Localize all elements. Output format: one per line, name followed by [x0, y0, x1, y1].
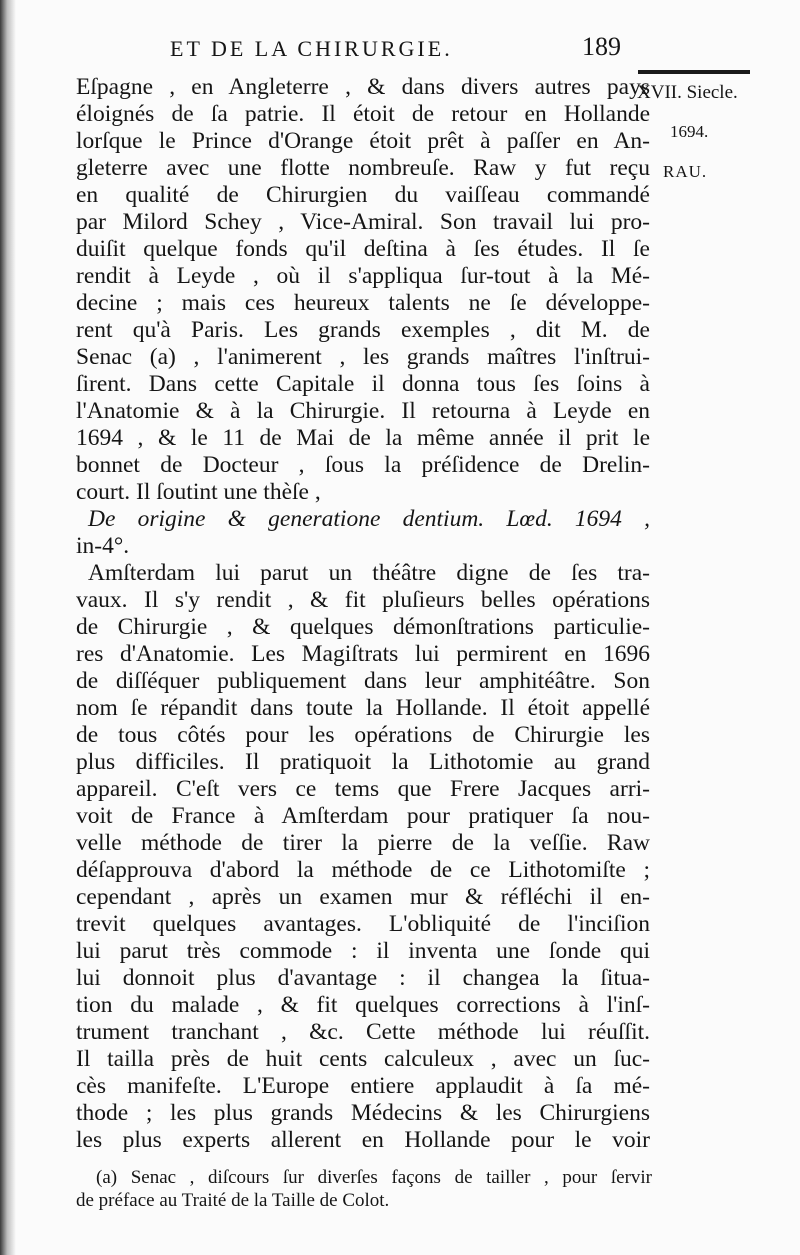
page-number: 189 [582, 32, 621, 61]
page-edge-shadow [0, 0, 16, 1255]
text-line: res d'Anatomie. Les Magiſtrats lui permirent en 1696 [76, 641, 650, 667]
margin-note-year: 1694. [670, 122, 709, 141]
text-line: 1694 , & le 11 de Mai de la même année il prit le [76, 425, 650, 451]
text-line: Amſterdam lui parut un théâtre digne de ſes tra- [88, 560, 650, 586]
text-line: Eſpagne , en Angleterre , & dans divers autres pays [76, 74, 650, 100]
text-line: rendit à Leyde , où il s'appliqua ſur-tout à la Mé- [76, 263, 650, 289]
text-line: nom ſe répandit dans toute la Hollande. Il étoit appellé [76, 695, 650, 721]
text-line: déſapprouva d'abord la méthode de ce Lithotomiſte ; [76, 857, 650, 883]
text-line: rent qu'à Paris. Les grands exemples , dit M. de [76, 317, 650, 343]
text-line: cès manifeſte. L'Europe entiere applaudit à ſa mé- [76, 1073, 650, 1099]
text-line: bonnet de Docteur , ſous la préſidence de Drelin- [76, 452, 650, 478]
text-line: de diſſéquer publiquement dans leur amphitéâtre. Son [76, 668, 650, 694]
text-line: lui parut très commode : il inventa une ſonde qui [76, 938, 650, 964]
running-title: ET DE LA CHIRURGIE. [170, 36, 453, 61]
margin-note-century: XVII. Siecle. [637, 82, 738, 103]
text-line: par Milord Schey , Vice-Amiral. Son travail lui pro- [76, 209, 650, 235]
thesis-title-line: De origine & generatione dentium. Lœd. 1694 , [88, 506, 650, 532]
text-line: trument tranchant , &c. Cette méthode lui réuſſit. [76, 1019, 650, 1045]
text-line: voit de France à Amſterdam pour pratiquer ſa nou- [76, 803, 650, 829]
text-line: decine ; mais ces heureux talents ne ſe développe- [76, 290, 650, 316]
text-line: trevit quelques avantages. L'obliquité de l'inciſion [76, 911, 650, 937]
footnote-line: de préface au Traité de la Taille de Colot. [76, 1190, 390, 1211]
text-line: duiſit quelque fonds qu'il deſtina à ſes études. Il ſe [76, 236, 650, 262]
text-line: Il tailla près de huit cents calculeux , avec un ſuc- [76, 1046, 650, 1072]
text-line: lui donnoit plus d'avantage : il changea la ſitua- [76, 965, 650, 991]
text-line: de Chirurgie , & quelques démonſtrations particulie- [76, 614, 650, 640]
text-line: ſirent. Dans cette Capitale il donna tous ſes ſoins à [76, 371, 650, 397]
text-line: gleterre avec une flotte nombreuſe. Raw y fut reçu [76, 155, 650, 181]
text-line: de tous côtés pour les opérations de Chirurgie les [76, 722, 650, 748]
footnote [76, 1166, 652, 1212]
text-line: Senac (a) , l'animerent , les grands maîtres l'inſtrui- [76, 344, 650, 370]
text-line: thode ; les plus grands Médecins & les Chirurgiens [76, 1100, 650, 1126]
body-text [76, 74, 650, 1154]
margin-rule [638, 70, 750, 74]
text-line: court. Il ſoutint une thèſe , [76, 479, 321, 505]
text-line: vaux. Il s'y rendit , & fit pluſieurs belles opérations [76, 587, 650, 613]
text-line: en qualité de Chirurgien du vaiſſeau commandé [76, 182, 650, 208]
text-line: velle méthode de tirer la pierre de la veſſie. Raw [76, 830, 650, 856]
text-line: plus difficiles. Il pratiquoit la Lithotomie au grand [76, 749, 650, 775]
footnote-line: (a) Senac , diſcours ſur diverſes façons de tailler , pour ſervir [96, 1167, 652, 1188]
text-line: lorſque le Prince d'Orange étoit prêt à paſſer en An- [76, 128, 650, 154]
text-line: l'Anatomie & à la Chirurgie. Il retourna à Leyde en [76, 398, 650, 424]
text-line: cependant , après un examen mur & réfléchi il en- [76, 884, 650, 910]
text-line: éloignés de ſa patrie. Il étoit de retour en Hollande [76, 101, 650, 127]
text-line: les plus experts allerent en Hollande pour le voir [76, 1127, 650, 1153]
text-line: appareil. C'eſt vers ce tems que Frere Jacques arri- [76, 776, 650, 802]
margin-note-name: RAU. [663, 162, 708, 181]
text-line: in-4°. [76, 533, 130, 559]
text-line: tion du malade , & fit quelques corrections à l'inſ- [76, 992, 650, 1018]
